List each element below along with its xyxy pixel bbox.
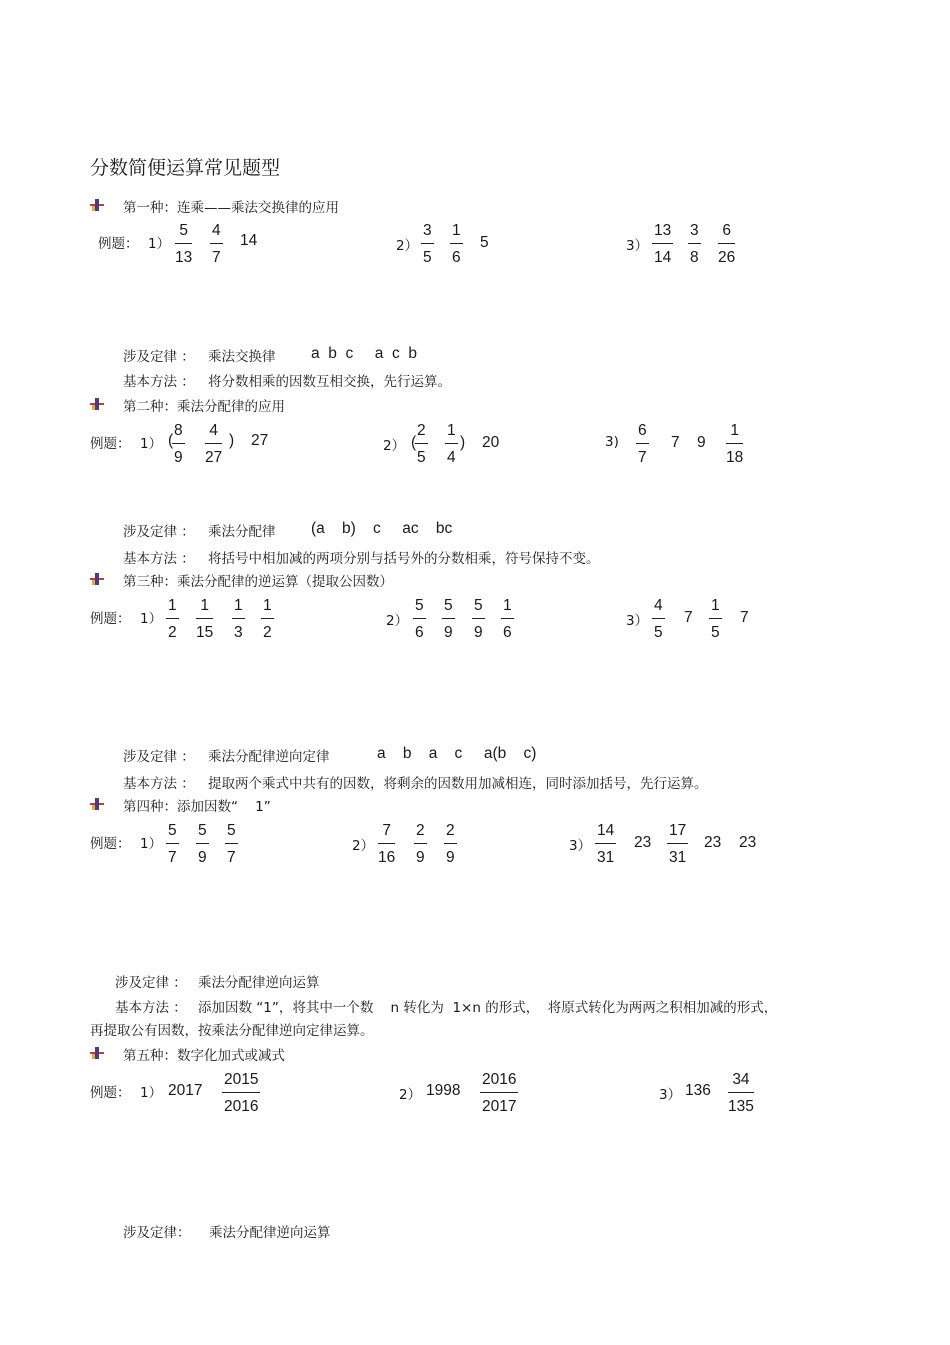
fraction: 1 18 (726, 422, 744, 466)
number: 7 (740, 609, 749, 626)
fraction: 4 27 (205, 422, 223, 466)
law-label: 涉及定律 ： (123, 749, 195, 765)
number: 23 (739, 834, 757, 851)
method-label: 基本方法 ： (123, 551, 195, 567)
fraction: 2015 2016 (224, 1071, 259, 1115)
bullet-icon (90, 573, 104, 585)
number: 23 (704, 834, 722, 851)
paren: ) (229, 432, 235, 449)
problem-number: 3） (659, 1087, 682, 1103)
problem-number: 3) (605, 434, 619, 450)
fraction: 1 6 (452, 222, 461, 266)
fraction: 5 9 (444, 597, 453, 641)
law-label: 涉及定律 ： (123, 349, 195, 365)
law-name: 乘法交换律 (208, 349, 276, 365)
fraction: 3 5 (423, 222, 432, 266)
bullet-icon (90, 398, 104, 410)
number: 9 (697, 434, 706, 451)
law-name: 乘法分配律逆向运算 (198, 975, 320, 991)
fraction: 13 14 (654, 222, 672, 266)
bullet-icon (90, 798, 104, 810)
example-label: 例题： (90, 836, 131, 852)
fraction: 14 31 (597, 822, 615, 866)
example-label: 例题： (98, 236, 139, 252)
method-text: 提取两个乘式中共有的因数，将剩余的因数用加减相连，同时添加括号，先行运算。 (208, 776, 708, 792)
method-text: 将分数相乘的因数互相交换，先行运算。 (208, 374, 451, 390)
fraction: 1 2 (168, 597, 177, 641)
paren: ( (168, 432, 174, 449)
fraction: 5 9 (198, 822, 207, 866)
fraction: 5 6 (415, 597, 424, 641)
fraction: 4 5 (654, 597, 663, 641)
problem-number: 2） (399, 1087, 422, 1103)
law-name: 乘法分配律 (208, 524, 276, 540)
number: 27 (251, 432, 269, 449)
paren: ( (411, 434, 417, 451)
method-label: 基本方法 ： (123, 374, 195, 390)
example-label: 例题： (90, 436, 131, 452)
section-5-heading: 第五种：数字化加式或减式 (123, 1048, 285, 1064)
bullet-icon (90, 1047, 104, 1059)
fraction: 5 13 (175, 222, 193, 266)
fraction: 7 16 (378, 822, 396, 866)
problem-number: 1） (140, 1085, 163, 1101)
fraction: 5 7 (168, 822, 177, 866)
number: 7 (684, 609, 693, 626)
method-label: 基本方法 ： (123, 776, 195, 792)
number: 2017 (168, 1082, 203, 1099)
fraction: 5 9 (474, 597, 483, 641)
bullet-icon (90, 199, 104, 211)
section-3-heading: 第三种：乘法分配律的逆运算（提取公因数） (123, 574, 393, 590)
law-formula: a b c a c b (311, 345, 417, 362)
fraction: 5 7 (227, 822, 236, 866)
fraction: 1 3 (234, 597, 243, 641)
fraction: 4 7 (212, 222, 221, 266)
problem-number: 3） (626, 238, 649, 254)
problem-number: 2） (352, 838, 375, 854)
problem-number: 2） (386, 613, 409, 629)
fraction: 17 31 (669, 822, 687, 866)
method-text: 添加因数 “1”，将其中一个数 n 转化为 1×n 的形式， 将原式转化为两两之积相加减的形式， (198, 1000, 778, 1016)
number: 14 (240, 232, 258, 249)
problem-number: 1） (148, 236, 171, 252)
fraction: 3 8 (690, 222, 699, 266)
problem-number: 1） (140, 436, 163, 452)
number: 5 (480, 234, 489, 251)
example-label: 例题： (90, 611, 131, 627)
fraction: 1 15 (196, 597, 214, 641)
number: 23 (634, 834, 652, 851)
problem-number: 2） (383, 438, 406, 454)
fraction: 34 135 (728, 1071, 754, 1115)
section-1-heading: 第一种：连乘——乘法交换律的应用 (123, 200, 339, 216)
problem-number: 1） (140, 836, 163, 852)
section-2-heading: 第二种：乘法分配律的应用 (123, 399, 285, 415)
number: 136 (685, 1082, 711, 1099)
example-label: 例题： (90, 1085, 131, 1101)
fraction: 1 6 (503, 597, 512, 641)
method-text: 将括号中相加减的两项分别与括号外的分数相乘，符号保持不变。 (208, 551, 600, 567)
fraction: 2 9 (416, 822, 425, 866)
law-formula: (a b) c ac bc (311, 520, 453, 537)
fraction: 6 26 (718, 222, 736, 266)
paren: ) (460, 434, 466, 451)
fraction: 1 4 (447, 422, 456, 466)
law-name: 乘法分配律逆向定律 (208, 749, 330, 765)
fraction: 6 7 (638, 422, 647, 466)
fraction: 2 5 (417, 422, 426, 466)
fraction: 1 5 (711, 597, 720, 641)
method-label: 基本方法 ： (115, 1000, 187, 1016)
page-title: 分数简便运算常见题型 (90, 157, 281, 179)
problem-number: 2） (396, 238, 419, 254)
number: 7 (671, 434, 680, 451)
problem-number: 3） (626, 613, 649, 629)
law-formula: a b a c a(b c) (377, 745, 537, 762)
problem-number: 3） (569, 838, 592, 854)
law-name: 乘法分配律逆向运算 (209, 1225, 331, 1241)
section-4-heading: 第四种：添加因数“ 1” (123, 799, 271, 815)
fraction: 8 9 (174, 422, 183, 466)
fraction: 1 2 (263, 597, 272, 641)
law-label: 涉及定律 ： (115, 975, 187, 991)
problem-number: 1） (140, 611, 163, 627)
fraction: 2016 2017 (482, 1071, 517, 1115)
law-label: 涉及定律： (123, 1225, 191, 1241)
number: 1998 (426, 1082, 461, 1099)
law-label: 涉及定律 ： (123, 524, 195, 540)
number: 20 (482, 434, 500, 451)
fraction: 2 9 (446, 822, 455, 866)
method-text-continued: 再提取公有因数，按乘法分配律逆向定律运算。 (90, 1023, 374, 1039)
